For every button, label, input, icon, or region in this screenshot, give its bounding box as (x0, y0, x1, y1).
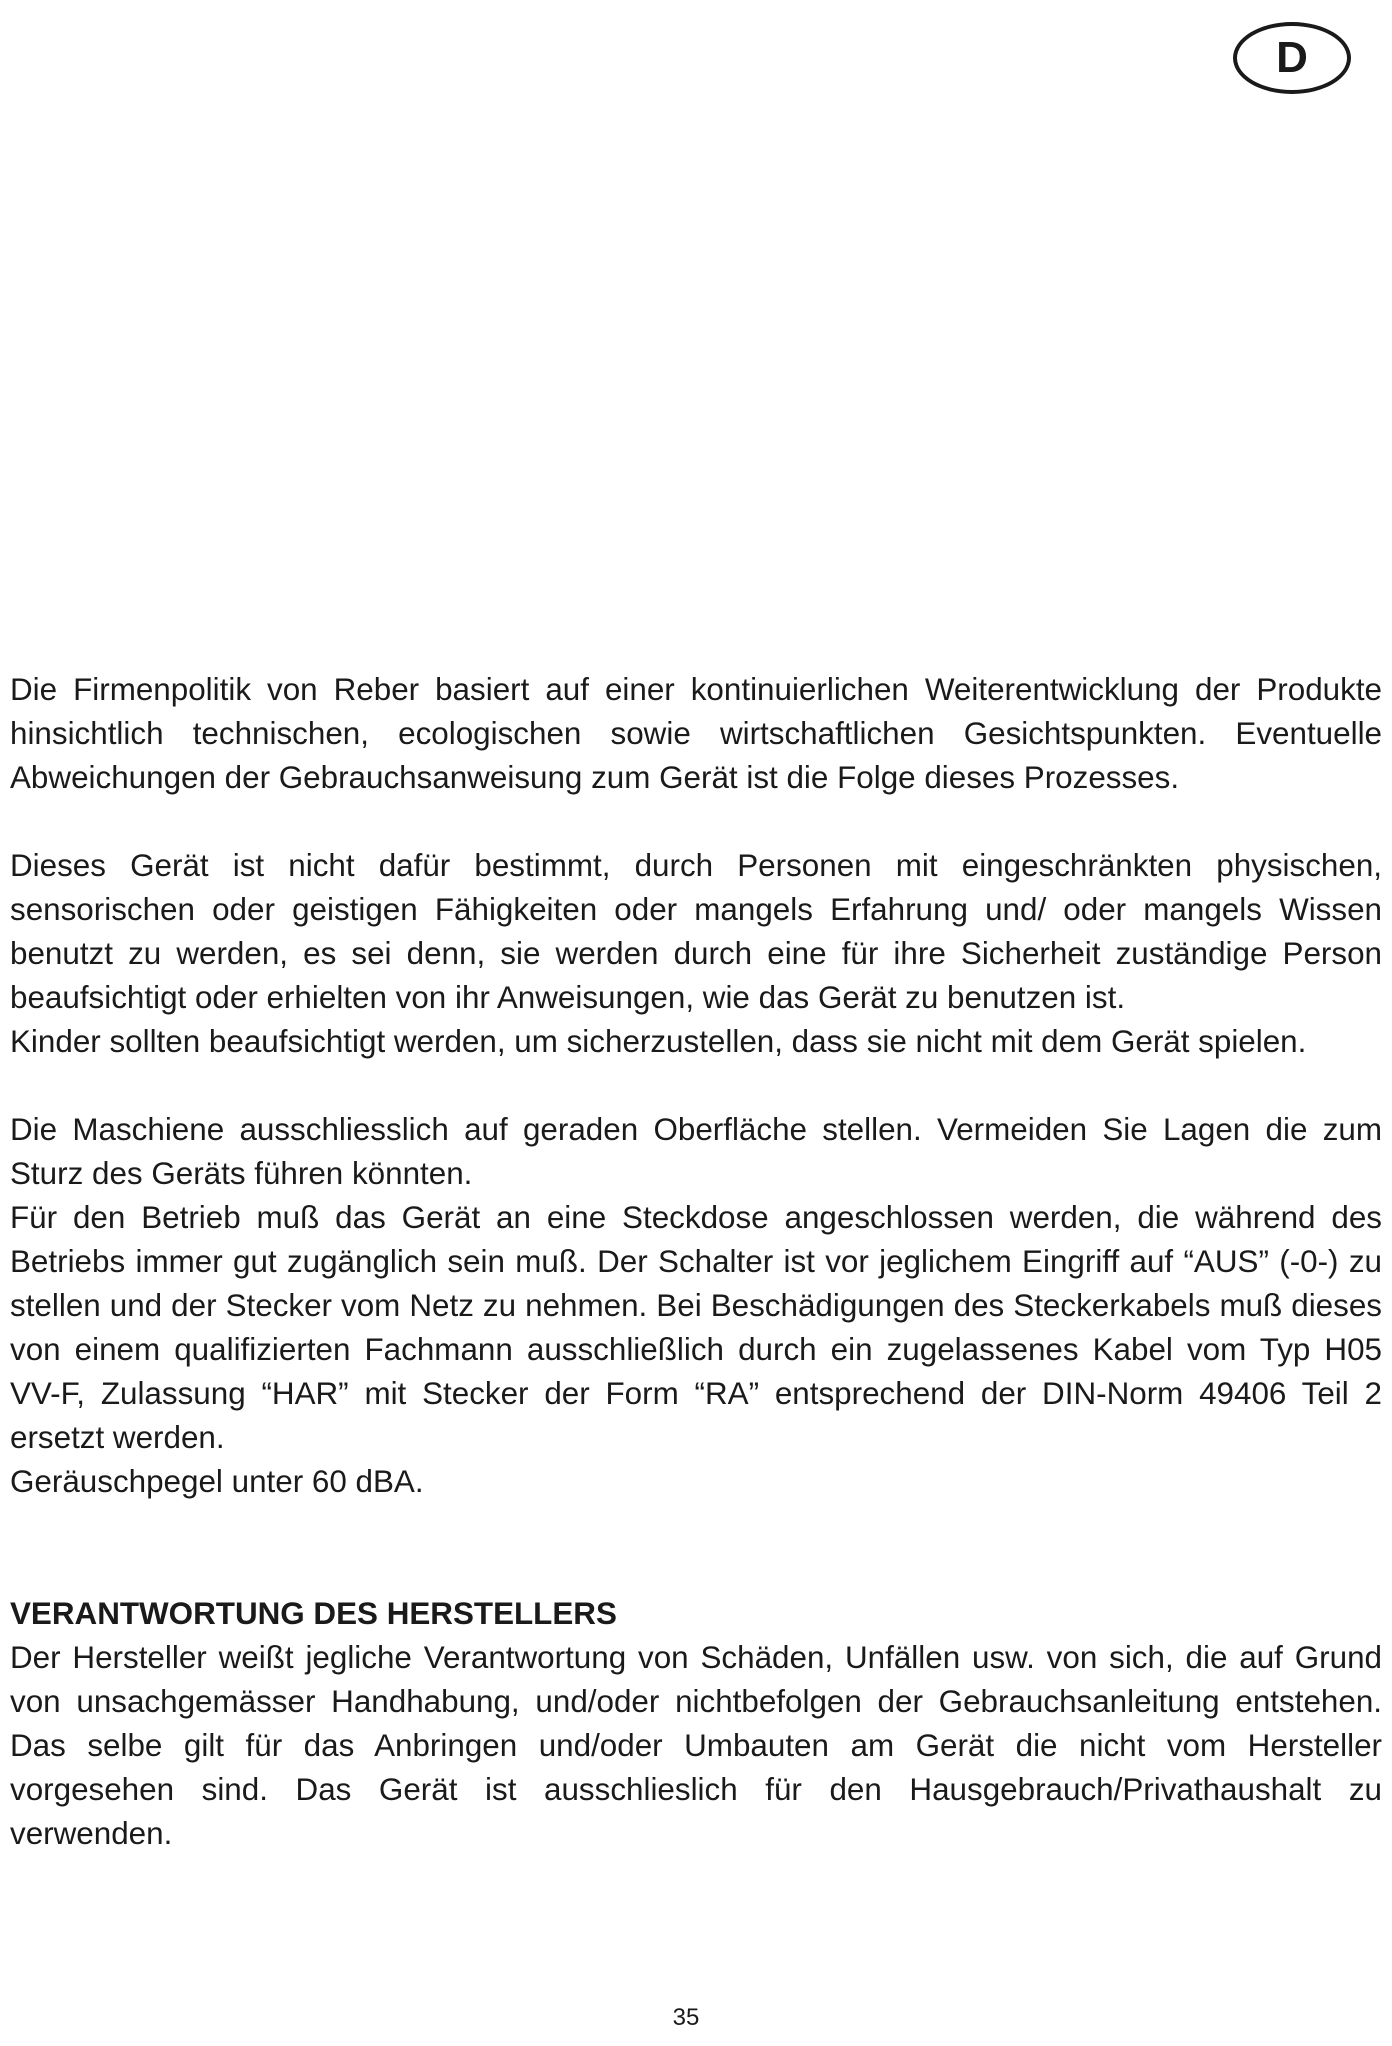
paragraph-intended-use: Dieses Gerät ist nicht dafür bestimmt, durch Personen mit eingeschränkten physischen, sensorischen oder geistigen Fähigkeiten oder mangels Erfahrung und/ oder mangels Wissen benutzt zu werden, es sei denn, sie werden durch eine für ihre Sicherheit zuständige Person beaufsichtigt oder erhielten von ihr Anweisungen, wie das Gerät zu benutzen ist. (10, 848, 1382, 1015)
page-number: 35 (672, 2004, 700, 2031)
paragraph-electrical: Für den Betrieb muß das Gerät an eine Steckdose angeschlossen werden, die während des Betriebs immer gut zugänglich sein muß. Der Schalter ist vor jeglichem Eingriff auf “AUS” (-0-) zu stellen und der Stecker vom Netz zu nehmen. Bei Beschädigungen des Steckerkabels muß dieses von einem qualifizierten Fachmann ausschließlich durch ein zugelassenes Kabel vom Typ H05 VV-F, Zulassung “HAR” mit Stecker der Form “RA” entsprechend der DIN-Norm 49406 Teil 2 ersetzt werden. (10, 1200, 1382, 1455)
language-badge (1233, 22, 1351, 94)
paragraph-manufacturer-liability: Der Hersteller weißt jegliche Verantwortung von Schäden, Unfällen usw. von sich, die auf Grund von unsachgemässer Handhabung, und/oder nichtbefolgen der Gebrauchsanleitung entstehen. Das selbe gilt für das Anbringen und/oder Umbauten am Gerät die nicht vom Hersteller vorgesehen sind. Das Gerät ist ausschlieslich für den Hausgebrauch/Privathaushalt zu verwenden. (10, 1640, 1382, 1851)
language-badge-letter: D (1276, 33, 1308, 82)
spacer (10, 1064, 1382, 1108)
document-body (10, 668, 1382, 1856)
section-heading: VERANTWORTUNG DES HERSTELLERS (10, 1596, 617, 1631)
spacer (10, 1504, 1382, 1592)
paragraph-placement: Die Maschiene ausschliesslich auf geraden Oberfläche stellen. Vermeiden Sie Lagen die zum Sturz des Geräts führen könnten. (10, 1112, 1382, 1191)
paragraph-children: Kinder sollten beaufsichtigt werden, um sicherzustellen, dass sie nicht mit dem Gerät spielen. (10, 1024, 1307, 1059)
paragraph-noise-level: Geräuschpegel unter 60 dBA. (10, 1464, 424, 1499)
spacer (10, 800, 1382, 844)
paragraph-company-policy: Die Firmenpolitik von Reber basiert auf einer kontinuierlichen Weiterentwicklung der Produkte hinsichtlich technischen, ecologischen sowie wirtschaftlichen Gesichtspunkten. Eventuelle Abweichungen der Gebrauchsanweisung zum Gerät ist die Folge dieses Prozesses. (10, 672, 1382, 795)
